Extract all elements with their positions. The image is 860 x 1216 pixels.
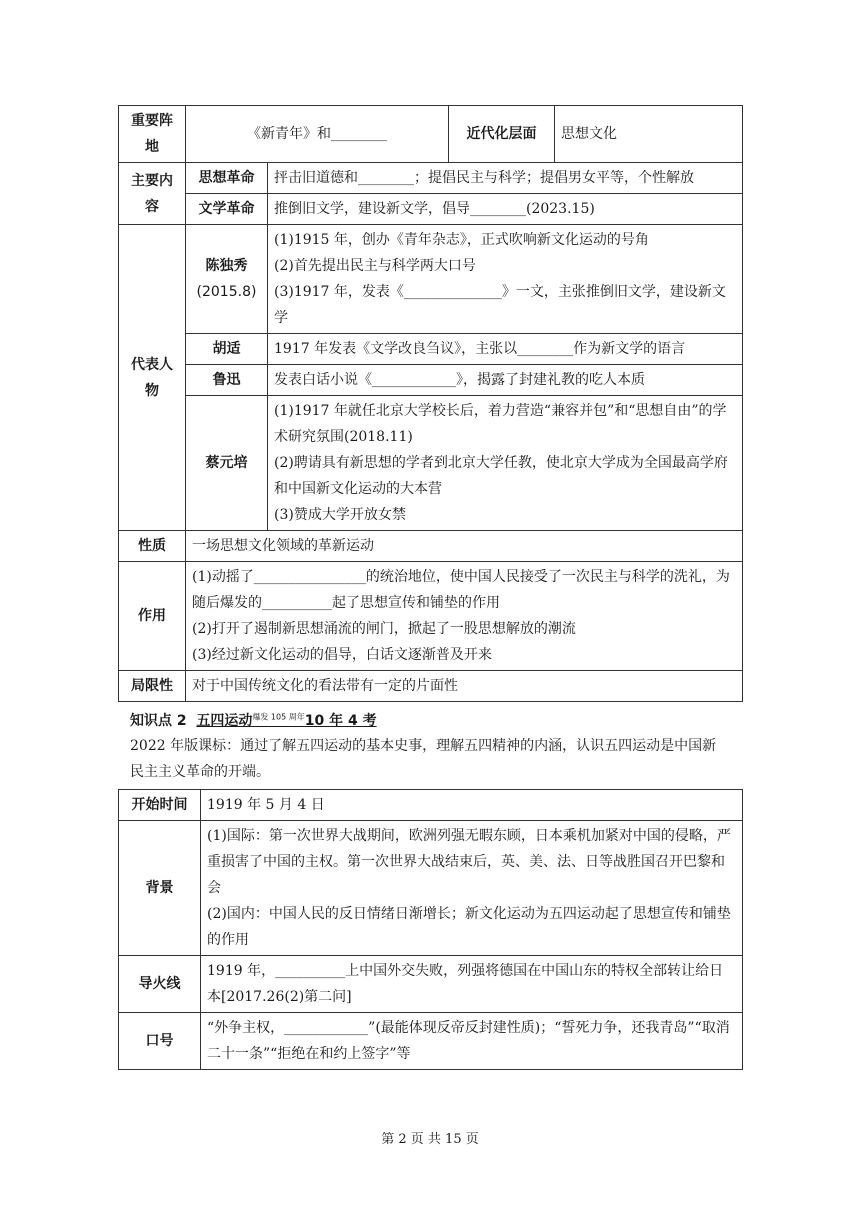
row-header-start: 开始时间	[119, 790, 201, 821]
detail-line: (2)首先提出民主与科学两大口号	[274, 258, 476, 274]
detail-line: (1)动摇了________________的统治地位，使中国人民接受了一次民主与科学的洗礼，为随后爆发的__________起了思想宣传和铺垫的作用	[192, 569, 730, 611]
page-footer: 第 2 页 共 15 页	[381, 1132, 479, 1147]
knowledge-point-heading	[130, 710, 377, 730]
chen-duxiu-details	[268, 225, 743, 334]
position-value: 《新青年》和________	[186, 106, 449, 163]
row-header-content: 主要内容	[119, 163, 186, 225]
detail-line: (1)国际：第一次世界大战期间，欧洲列强无暇东顾，日本乘机加紧对中国的侵略，严重损害了中国的主权。第一次世界大战结束后，英、美、法、日等战胜国召开巴黎和会	[207, 828, 731, 896]
kp-exam-count: 10 年 4 考	[304, 713, 377, 729]
figure-chen-duxiu	[186, 225, 268, 334]
background-details	[201, 821, 743, 956]
figure-hu-shi: 胡适	[186, 334, 268, 365]
detail-line: (2)打开了遏制新思想涌流的闸门，掀起了一股思想解放的潮流	[192, 621, 576, 637]
detail-line: (2)聘请具有新思想的学者到北京大学任教，使北京大学成为全国最高学府和中国新文化运动的大本营	[274, 455, 728, 497]
row-header-fuse: 导火线	[119, 956, 201, 1013]
detail-line: (3)赞成大学开放女禁	[274, 507, 406, 523]
modernization-level-value: 思想文化	[555, 106, 743, 163]
row-header-effect: 作用	[119, 562, 186, 671]
kp-prefix: 知识点 2	[130, 713, 187, 729]
cai-yuanpei-details	[268, 396, 743, 531]
nature-value: 一场思想文化领域的革新运动	[186, 531, 743, 562]
fuse-value: 1919 年，__________上中国外交失败，列强将德国在中国山东的特权全部转让给日本[2017.26(2)第二问]	[201, 956, 743, 1013]
kp-anniversary: 爆发 105 周年	[252, 712, 305, 722]
detail-line: (2)国内：中国人民的反日情绪日渐增长；新文化运动为五四运动起了思想宣传和铺垫的作用	[207, 906, 731, 948]
hu-shi-details: 1917 年发表《文学改良刍议》，主张以________作为新文学的语言	[268, 334, 743, 365]
kp-title-text: 五四运动	[196, 713, 253, 729]
detail-line: (1)1917 年就任北京大学校长后，着力营造“兼容并包”和“思想自由”的学术研究氛围(2018.11)	[274, 403, 727, 445]
modernization-level-header: 近代化层面	[449, 106, 555, 163]
thought-revolution-header: 思想革命	[186, 163, 268, 194]
row-header-slogan: 口号	[119, 1013, 201, 1070]
figure-lu-xun: 鲁迅	[186, 365, 268, 396]
detail-line: (3)1917 年，发表《______________》一文，主张推倒旧文学，建设新文学	[274, 284, 726, 326]
effect-details	[186, 562, 743, 671]
literature-revolution-value: 推倒旧文学，建设新文学，倡导________(2023.15)	[268, 194, 743, 225]
slogan-value: “外争主权，____________”(最能体现反帝反封建性质)；“誓死力争，还我青岛”“取消二十一条”“拒绝在和约上签字”等	[201, 1013, 743, 1070]
new-culture-table	[118, 105, 743, 702]
row-header-figures: 代表人物	[119, 225, 186, 531]
detail-line: (1)1915 年，创办《青年杂志》，正式吹响新文化运动的号角	[274, 232, 649, 248]
detail-line: (3)经过新文化运动的倡导，白话文逐渐普及开来	[192, 647, 492, 663]
thought-revolution-value: 抨击旧道德和________；提倡民主与科学；提倡男女平等，个性解放	[268, 163, 743, 194]
figure-name: 陈独秀	[205, 258, 248, 274]
start-value: 1919 年 5 月 4 日	[201, 790, 743, 821]
limitation-value: 对于中国传统文化的看法带有一定的片面性	[186, 671, 743, 702]
curriculum-standard: 2022 年版课标：通过了解五四运动的基本史事，理解五四精神的内涵，认识五四运动是中国新民主主义革命的开端。	[130, 738, 717, 780]
row-header-limitation: 局限性	[119, 671, 186, 702]
lu-xun-details: 发表白话小说《____________》，揭露了封建礼教的吃人本质	[268, 365, 743, 396]
figure-year: (2015.8)	[196, 284, 257, 300]
may-fourth-table	[118, 789, 743, 1070]
figure-cai-yuanpei: 蔡元培	[186, 396, 268, 531]
row-header-nature: 性质	[119, 531, 186, 562]
kp-title	[196, 713, 376, 729]
row-header-background: 背景	[119, 821, 201, 956]
literature-revolution-header: 文学革命	[186, 194, 268, 225]
row-header-position: 重要阵地	[119, 106, 186, 163]
